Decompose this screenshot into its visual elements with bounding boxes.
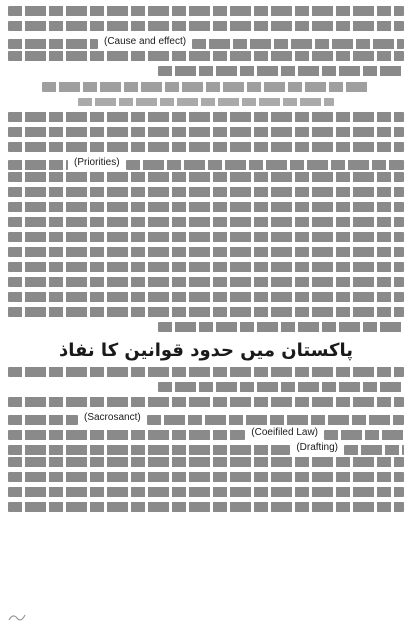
term-drafting: (Drafting)	[296, 442, 338, 453]
paragraph-3	[8, 367, 404, 392]
term-cause-effect: (Cause and effect)	[104, 36, 187, 47]
term-codified-law: (Coeifiled Law)	[251, 427, 318, 438]
page-mark-icon	[8, 612, 26, 622]
quotation-reference	[78, 98, 334, 106]
term-sacrosanct: (Sacrosanct)	[84, 412, 141, 423]
paragraph-2	[8, 112, 404, 332]
section-heading: پاکستان میں حدود قوانین کا نفاذ	[58, 340, 354, 361]
term-priorities: (Priorities)	[74, 157, 120, 168]
quotation-block	[42, 82, 370, 92]
paragraph-intro	[8, 6, 404, 76]
paragraph-4	[8, 397, 404, 512]
